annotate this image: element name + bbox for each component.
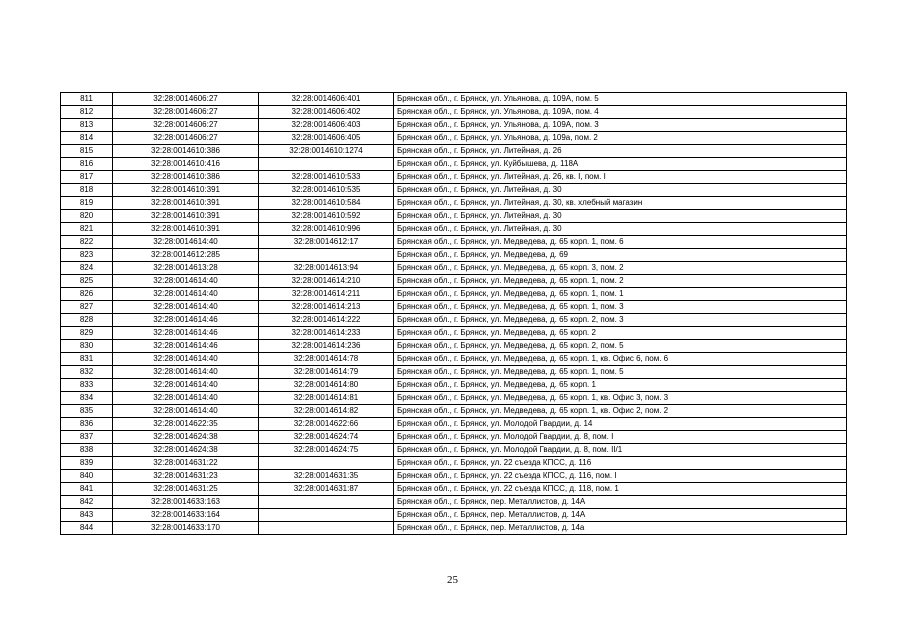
address-cell: Брянская обл., г. Брянск, ул. Медведева, д. 65 корп. 2, пом. 5	[394, 340, 847, 353]
row-number-cell: 820	[61, 210, 113, 223]
address-cell: Брянская обл., г. Брянск, пер. Металлистов, д. 14А	[394, 496, 847, 509]
parcel-number-cell: 32:28:0014614:40	[113, 236, 259, 249]
address-cell: Брянская обл., г. Брянск, ул. Медведева, д. 65 корп. 1	[394, 379, 847, 392]
row-number-cell: 818	[61, 184, 113, 197]
object-number-cell: 32:28:0014614:81	[259, 392, 394, 405]
parcel-number-cell: 32:28:0014614:46	[113, 340, 259, 353]
property-register-table	[60, 92, 847, 535]
parcel-number-cell: 32:28:0014610:391	[113, 210, 259, 223]
address-cell: Брянская обл., г. Брянск, ул. Медведева, д. 65 корп. 1, пом. 3	[394, 301, 847, 314]
object-number-cell: 32:28:0014614:80	[259, 379, 394, 392]
parcel-number-cell: 32:28:0014614:46	[113, 314, 259, 327]
table-row	[61, 314, 847, 327]
object-number-cell: 32:28:0014606:405	[259, 132, 394, 145]
object-number-cell: 32:28:0014613:94	[259, 262, 394, 275]
parcel-number-cell: 32:28:0014631:25	[113, 483, 259, 496]
address-cell: Брянская обл., г. Брянск, ул. Медведева, д. 65 корп. 2	[394, 327, 847, 340]
table-row	[61, 249, 847, 262]
row-number-cell: 832	[61, 366, 113, 379]
object-number-cell: 32:28:0014612:17	[259, 236, 394, 249]
page-number: 25	[447, 574, 458, 586]
address-cell: Брянская обл., г. Брянск, ул. Ульянова, д. 109А, пом. 4	[394, 106, 847, 119]
parcel-number-cell: 32:28:0014631:22	[113, 457, 259, 470]
object-number-cell: 32:28:0014614:210	[259, 275, 394, 288]
address-cell: Брянская обл., г. Брянск, ул. 22 съезда КПСС, д. 116	[394, 457, 847, 470]
table-row	[61, 470, 847, 483]
object-number-cell: 32:28:0014614:236	[259, 340, 394, 353]
row-number-cell: 819	[61, 197, 113, 210]
table-row	[61, 119, 847, 132]
table-row	[61, 184, 847, 197]
table-row	[61, 509, 847, 522]
table-row	[61, 327, 847, 340]
object-number-cell: 32:28:0014610:584	[259, 197, 394, 210]
table-row	[61, 522, 847, 535]
address-cell: Брянская обл., г. Брянск, ул. 22 съезда КПСС, д. 118, пом. 1	[394, 483, 847, 496]
object-number-cell: 32:28:0014622:66	[259, 418, 394, 431]
address-cell: Брянская обл., г. Брянск, ул. Медведева, д. 65 корп. 1, пом. 6	[394, 236, 847, 249]
object-number-cell: 32:28:0014631:87	[259, 483, 394, 496]
address-cell: Брянская обл., г. Брянск, ул. Куйбышева, д. 118А	[394, 158, 847, 171]
parcel-number-cell: 32:28:0014606:27	[113, 119, 259, 132]
row-number-cell: 817	[61, 171, 113, 184]
object-number-cell: 32:28:0014610:533	[259, 171, 394, 184]
address-cell: Брянская обл., г. Брянск, ул. Медведева, д. 65 корп. 3, пом. 2	[394, 262, 847, 275]
table-row	[61, 392, 847, 405]
parcel-number-cell: 32:28:0014633:163	[113, 496, 259, 509]
object-number-cell: 32:28:0014606:402	[259, 106, 394, 119]
table-row	[61, 145, 847, 158]
parcel-number-cell: 32:28:0014606:27	[113, 106, 259, 119]
address-cell: Брянская обл., г. Брянск, ул. Литейная, д. 30	[394, 210, 847, 223]
address-cell: Брянская обл., г. Брянск, ул. Молодой Гвардии, д. 14	[394, 418, 847, 431]
parcel-number-cell: 32:28:0014606:27	[113, 93, 259, 106]
address-cell: Брянская обл., г. Брянск, ул. Медведева, д. 65 корп. 2, пом. 3	[394, 314, 847, 327]
row-number-cell: 813	[61, 119, 113, 132]
address-cell: Брянская обл., г. Брянск, ул. Ульянова, д. 109а, пом. 2	[394, 132, 847, 145]
parcel-number-cell: 32:28:0014624:38	[113, 431, 259, 444]
table-row	[61, 353, 847, 366]
row-number-cell: 811	[61, 93, 113, 106]
parcel-number-cell: 32:28:0014614:40	[113, 353, 259, 366]
row-number-cell: 828	[61, 314, 113, 327]
parcel-number-cell: 32:28:0014614:40	[113, 301, 259, 314]
address-cell: Брянская обл., г. Брянск, ул. Молодой Гвардии, д. 8, пом. I	[394, 431, 847, 444]
parcel-number-cell: 32:28:0014614:40	[113, 379, 259, 392]
table-row	[61, 340, 847, 353]
object-number-cell	[259, 496, 394, 509]
address-cell: Брянская обл., г. Брянск, пер. Металлистов, д. 14А	[394, 509, 847, 522]
object-number-cell	[259, 249, 394, 262]
object-number-cell: 32:28:0014614:78	[259, 353, 394, 366]
object-number-cell: 32:28:0014610:1274	[259, 145, 394, 158]
object-number-cell	[259, 158, 394, 171]
object-number-cell: 32:28:0014614:211	[259, 288, 394, 301]
table-row	[61, 444, 847, 457]
parcel-number-cell: 32:28:0014622:35	[113, 418, 259, 431]
row-number-cell: 830	[61, 340, 113, 353]
parcel-number-cell: 32:28:0014610:391	[113, 184, 259, 197]
parcel-number-cell: 32:28:0014614:40	[113, 392, 259, 405]
row-number-cell: 834	[61, 392, 113, 405]
table-row	[61, 496, 847, 509]
table-row	[61, 418, 847, 431]
address-cell: Брянская обл., г. Брянск, ул. Медведева, д. 65 корп. 1, кв. Офис 6, пом. 6	[394, 353, 847, 366]
row-number-cell: 835	[61, 405, 113, 418]
parcel-number-cell: 32:28:0014624:38	[113, 444, 259, 457]
row-number-cell: 826	[61, 288, 113, 301]
address-cell: Брянская обл., г. Брянск, ул. Медведева, д. 65 корп. 1, пом. 1	[394, 288, 847, 301]
table-row	[61, 223, 847, 236]
address-cell: Брянская обл., г. Брянск, ул. Медведева, д. 65 корп. 1, кв. Офис 2, пом. 2	[394, 405, 847, 418]
address-cell: Брянская обл., г. Брянск, ул. Литейная, д. 30, кв. хлебный магазин	[394, 197, 847, 210]
parcel-number-cell: 32:28:0014614:40	[113, 405, 259, 418]
object-number-cell: 32:28:0014614:222	[259, 314, 394, 327]
table-row	[61, 158, 847, 171]
object-number-cell: 32:28:0014614:79	[259, 366, 394, 379]
row-number-cell: 844	[61, 522, 113, 535]
row-number-cell: 814	[61, 132, 113, 145]
row-number-cell: 825	[61, 275, 113, 288]
table-body	[61, 93, 847, 535]
row-number-cell: 833	[61, 379, 113, 392]
object-number-cell: 32:28:0014610:592	[259, 210, 394, 223]
row-number-cell: 822	[61, 236, 113, 249]
table-row	[61, 483, 847, 496]
parcel-number-cell: 32:28:0014613:28	[113, 262, 259, 275]
parcel-number-cell: 32:28:0014633:170	[113, 522, 259, 535]
table-row	[61, 262, 847, 275]
table-row	[61, 405, 847, 418]
row-number-cell: 824	[61, 262, 113, 275]
table-row	[61, 288, 847, 301]
parcel-number-cell: 32:28:0014610:386	[113, 145, 259, 158]
table-row	[61, 301, 847, 314]
row-number-cell: 827	[61, 301, 113, 314]
parcel-number-cell: 32:28:0014610:386	[113, 171, 259, 184]
row-number-cell: 821	[61, 223, 113, 236]
row-number-cell: 831	[61, 353, 113, 366]
object-number-cell	[259, 509, 394, 522]
row-number-cell: 843	[61, 509, 113, 522]
parcel-number-cell: 32:28:0014612:285	[113, 249, 259, 262]
parcel-number-cell: 32:28:0014606:27	[113, 132, 259, 145]
parcel-number-cell: 32:28:0014633:164	[113, 509, 259, 522]
object-number-cell	[259, 522, 394, 535]
table-row	[61, 171, 847, 184]
table-row	[61, 457, 847, 470]
address-cell: Брянская обл., г. Брянск, ул. Литейная, д. 30	[394, 184, 847, 197]
object-number-cell: 32:28:0014614:82	[259, 405, 394, 418]
address-cell: Брянская обл., г. Брянск, ул. Медведева, д. 69	[394, 249, 847, 262]
object-number-cell	[259, 457, 394, 470]
parcel-number-cell: 32:28:0014614:40	[113, 275, 259, 288]
row-number-cell: 812	[61, 106, 113, 119]
object-number-cell: 32:28:0014614:233	[259, 327, 394, 340]
address-cell: Брянская обл., г. Брянск, ул. Медведева, д. 65 корп. 1, пом. 5	[394, 366, 847, 379]
row-number-cell: 816	[61, 158, 113, 171]
parcel-number-cell: 32:28:0014614:40	[113, 366, 259, 379]
table-row	[61, 93, 847, 106]
row-number-cell: 840	[61, 470, 113, 483]
parcel-number-cell: 32:28:0014631:23	[113, 470, 259, 483]
row-number-cell: 839	[61, 457, 113, 470]
table-row	[61, 197, 847, 210]
table-row	[61, 431, 847, 444]
address-cell: Брянская обл., г. Брянск, ул. Литейная, д. 26, кв. I, пом. I	[394, 171, 847, 184]
address-cell: Брянская обл., г. Брянск, пер. Металлистов, д. 14а	[394, 522, 847, 535]
parcel-number-cell: 32:28:0014610:416	[113, 158, 259, 171]
row-number-cell: 841	[61, 483, 113, 496]
row-number-cell: 837	[61, 431, 113, 444]
object-number-cell: 32:28:0014606:401	[259, 93, 394, 106]
parcel-number-cell: 32:28:0014610:391	[113, 197, 259, 210]
row-number-cell: 829	[61, 327, 113, 340]
parcel-number-cell: 32:28:0014610:391	[113, 223, 259, 236]
object-number-cell: 32:28:0014624:75	[259, 444, 394, 457]
row-number-cell: 823	[61, 249, 113, 262]
table-row	[61, 379, 847, 392]
address-cell: Брянская обл., г. Брянск, ул. Ульянова, д. 109А, пом. 3	[394, 119, 847, 132]
object-number-cell: 32:28:0014631:35	[259, 470, 394, 483]
table-row	[61, 366, 847, 379]
object-number-cell: 32:28:0014610:535	[259, 184, 394, 197]
address-cell: Брянская обл., г. Брянск, ул. 22 съезда КПСС, д. 116, пом. I	[394, 470, 847, 483]
address-cell: Брянская обл., г. Брянск, ул. Медведева, д. 65 корп. 1, пом. 2	[394, 275, 847, 288]
address-cell: Брянская обл., г. Брянск, ул. Литейная, д. 26	[394, 145, 847, 158]
row-number-cell: 815	[61, 145, 113, 158]
table-row	[61, 132, 847, 145]
object-number-cell: 32:28:0014614:213	[259, 301, 394, 314]
address-cell: Брянская обл., г. Брянск, ул. Молодой Гвардии, д. 8, пом. II/1	[394, 444, 847, 457]
object-number-cell: 32:28:0014624:74	[259, 431, 394, 444]
table-row	[61, 210, 847, 223]
address-cell: Брянская обл., г. Брянск, ул. Ульянова, д. 109А, пом. 5	[394, 93, 847, 106]
table-row	[61, 275, 847, 288]
parcel-number-cell: 32:28:0014614:46	[113, 327, 259, 340]
row-number-cell: 836	[61, 418, 113, 431]
row-number-cell: 838	[61, 444, 113, 457]
parcel-number-cell: 32:28:0014614:40	[113, 288, 259, 301]
table-row	[61, 236, 847, 249]
address-cell: Брянская обл., г. Брянск, ул. Медведева, д. 65 корп. 1, кв. Офис 3, пом. 3	[394, 392, 847, 405]
address-cell: Брянская обл., г. Брянск, ул. Литейная, д. 30	[394, 223, 847, 236]
table-row	[61, 106, 847, 119]
object-number-cell: 32:28:0014610:996	[259, 223, 394, 236]
row-number-cell: 842	[61, 496, 113, 509]
object-number-cell: 32:28:0014606:403	[259, 119, 394, 132]
